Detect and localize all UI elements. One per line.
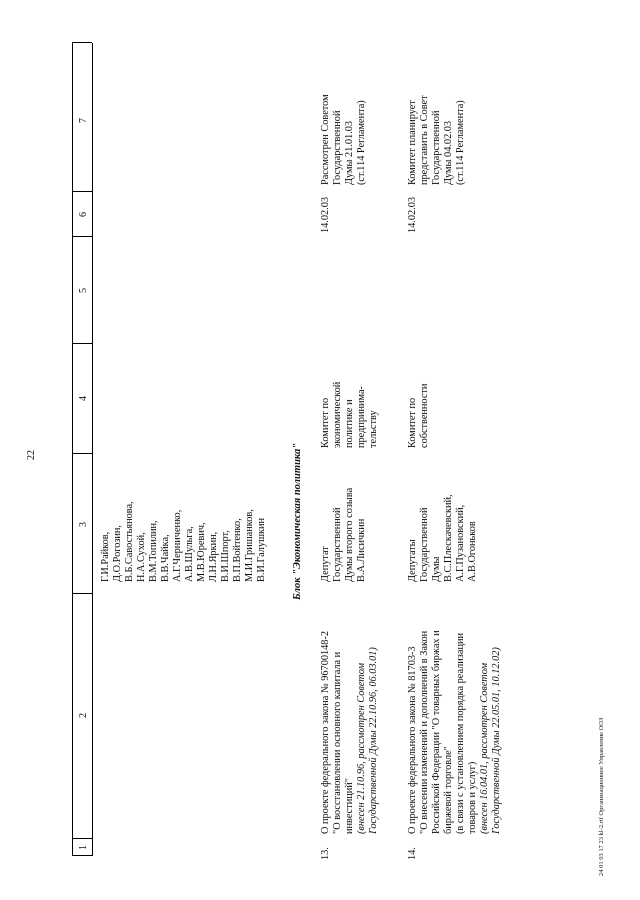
author-line: В.Б.Савостьянова, bbox=[124, 501, 135, 582]
row-description: инвестиций" bbox=[344, 778, 355, 834]
author-line: В.М.Топилин, bbox=[148, 520, 159, 582]
row-date: 14.02.03 bbox=[320, 196, 331, 233]
header-col-sep bbox=[72, 838, 92, 839]
column-number: 2 bbox=[78, 713, 89, 718]
row-authors: Государственной bbox=[332, 507, 343, 582]
row-number: 13. bbox=[320, 847, 331, 860]
row-committee: Комитет по bbox=[320, 397, 331, 448]
row-authors: В.С.Плескачевский, bbox=[443, 494, 454, 582]
author-line: В.И.Галушкин bbox=[256, 517, 267, 582]
column-number: 4 bbox=[78, 396, 89, 401]
row-authors: Депутаты bbox=[407, 539, 418, 582]
author-line: Н.А.Сухой, bbox=[136, 532, 147, 582]
header-col-sep bbox=[72, 593, 92, 594]
column-number: 7 bbox=[78, 118, 89, 123]
row-description: (в связи с установлением порядка реализации bbox=[455, 633, 466, 834]
block-title: Блок "Экономическая политика" bbox=[292, 442, 303, 600]
row-status: (ст.114 Регламента) bbox=[455, 100, 466, 185]
author-line: В.П.Войтенко, bbox=[232, 518, 243, 582]
row-description-note: Государственной Думы 22.10.96, 06.03.01) bbox=[368, 647, 379, 834]
row-description: О проекте федерального закона № 96700148-2 bbox=[320, 630, 331, 834]
header-col-sep bbox=[72, 453, 92, 454]
row-authors: Думы второго созыва bbox=[344, 487, 355, 582]
row-authors: А.Г.Пузановский, bbox=[455, 504, 466, 582]
author-line: В.И.Шпорт, bbox=[220, 530, 231, 582]
row-authors: Депутат bbox=[320, 546, 331, 582]
header-col-sep bbox=[72, 236, 92, 237]
row-description: Российской Федерации "О товарных биржах и bbox=[431, 630, 442, 834]
author-line: А.Г.Черниченко, bbox=[172, 509, 183, 582]
author-line: В.В.Чайка, bbox=[160, 534, 171, 582]
row-status: Рассмотрен Советом bbox=[320, 94, 331, 185]
author-line: Г.И.Райков, bbox=[100, 531, 111, 582]
author-line: М.В.Юревич, bbox=[196, 522, 207, 582]
column-number: 1 bbox=[78, 845, 89, 850]
row-status: Комитет планирует bbox=[407, 100, 418, 185]
header-top-border bbox=[72, 43, 73, 856]
author-line: Д.О.Рогозин, bbox=[112, 524, 123, 582]
row-status: Думы 21.01.03 bbox=[344, 120, 355, 185]
author-line: А.В.Шульга, bbox=[184, 526, 195, 582]
header-col-sep bbox=[72, 42, 92, 43]
row-description: "О восстановлении основного капитала и bbox=[332, 651, 343, 834]
row-status: Государственной bbox=[431, 110, 442, 185]
row-authors: А.В.Огоньков bbox=[467, 521, 478, 582]
row-description: товаров и услуг) bbox=[467, 761, 478, 834]
row-status: Думы 04.02.03 bbox=[443, 120, 454, 185]
header-col-sep bbox=[72, 191, 92, 192]
row-committee: Комитет по bbox=[407, 397, 418, 448]
row-status: (ст.114 Регламента) bbox=[356, 100, 367, 185]
author-line: Л.Н.Яркин, bbox=[208, 531, 219, 582]
row-description-note: (внесен 21.10.96, рассмотрен Советом bbox=[356, 662, 367, 834]
row-authors: Государственной bbox=[419, 507, 430, 582]
row-status: Государственной bbox=[332, 110, 343, 185]
row-description-note: (внесен 16.04.01, рассмотрен Советом bbox=[479, 662, 490, 834]
row-description: О проекте федерального закона № 81703-3 bbox=[407, 646, 418, 834]
row-committee: политике и bbox=[344, 399, 355, 448]
header-col-sep bbox=[72, 343, 92, 344]
document-footer: 24 01 03 17 23 kl-2.rtf Организационное Управление ООЗ bbox=[598, 717, 605, 876]
author-line: М.И.Гришанков, bbox=[244, 509, 255, 582]
row-number: 14. bbox=[407, 847, 418, 860]
row-authors: Думы bbox=[431, 556, 442, 582]
row-committee: экономической bbox=[332, 381, 343, 448]
row-committee: предпринима- bbox=[356, 386, 367, 448]
header-col-sep bbox=[72, 855, 92, 856]
row-description: биржевой торговле" bbox=[443, 746, 454, 834]
row-committee: собственности bbox=[419, 383, 430, 448]
column-number: 3 bbox=[78, 522, 89, 527]
row-committee: тельству bbox=[368, 410, 379, 448]
row-description: "О внесении изменений и дополнений в Закон bbox=[419, 630, 430, 834]
column-number: 5 bbox=[78, 288, 89, 293]
page-number: 22 bbox=[26, 450, 37, 460]
row-date: 14.02.03 bbox=[407, 196, 418, 233]
column-number: 6 bbox=[78, 212, 89, 217]
row-authors: В.А.Лисичкин bbox=[356, 518, 367, 582]
row-status: представить в Совет bbox=[419, 95, 430, 185]
header-bottom-border bbox=[92, 43, 93, 856]
row-description-note: Государственной Думы 22.05.01, 10.12.02) bbox=[491, 647, 502, 834]
